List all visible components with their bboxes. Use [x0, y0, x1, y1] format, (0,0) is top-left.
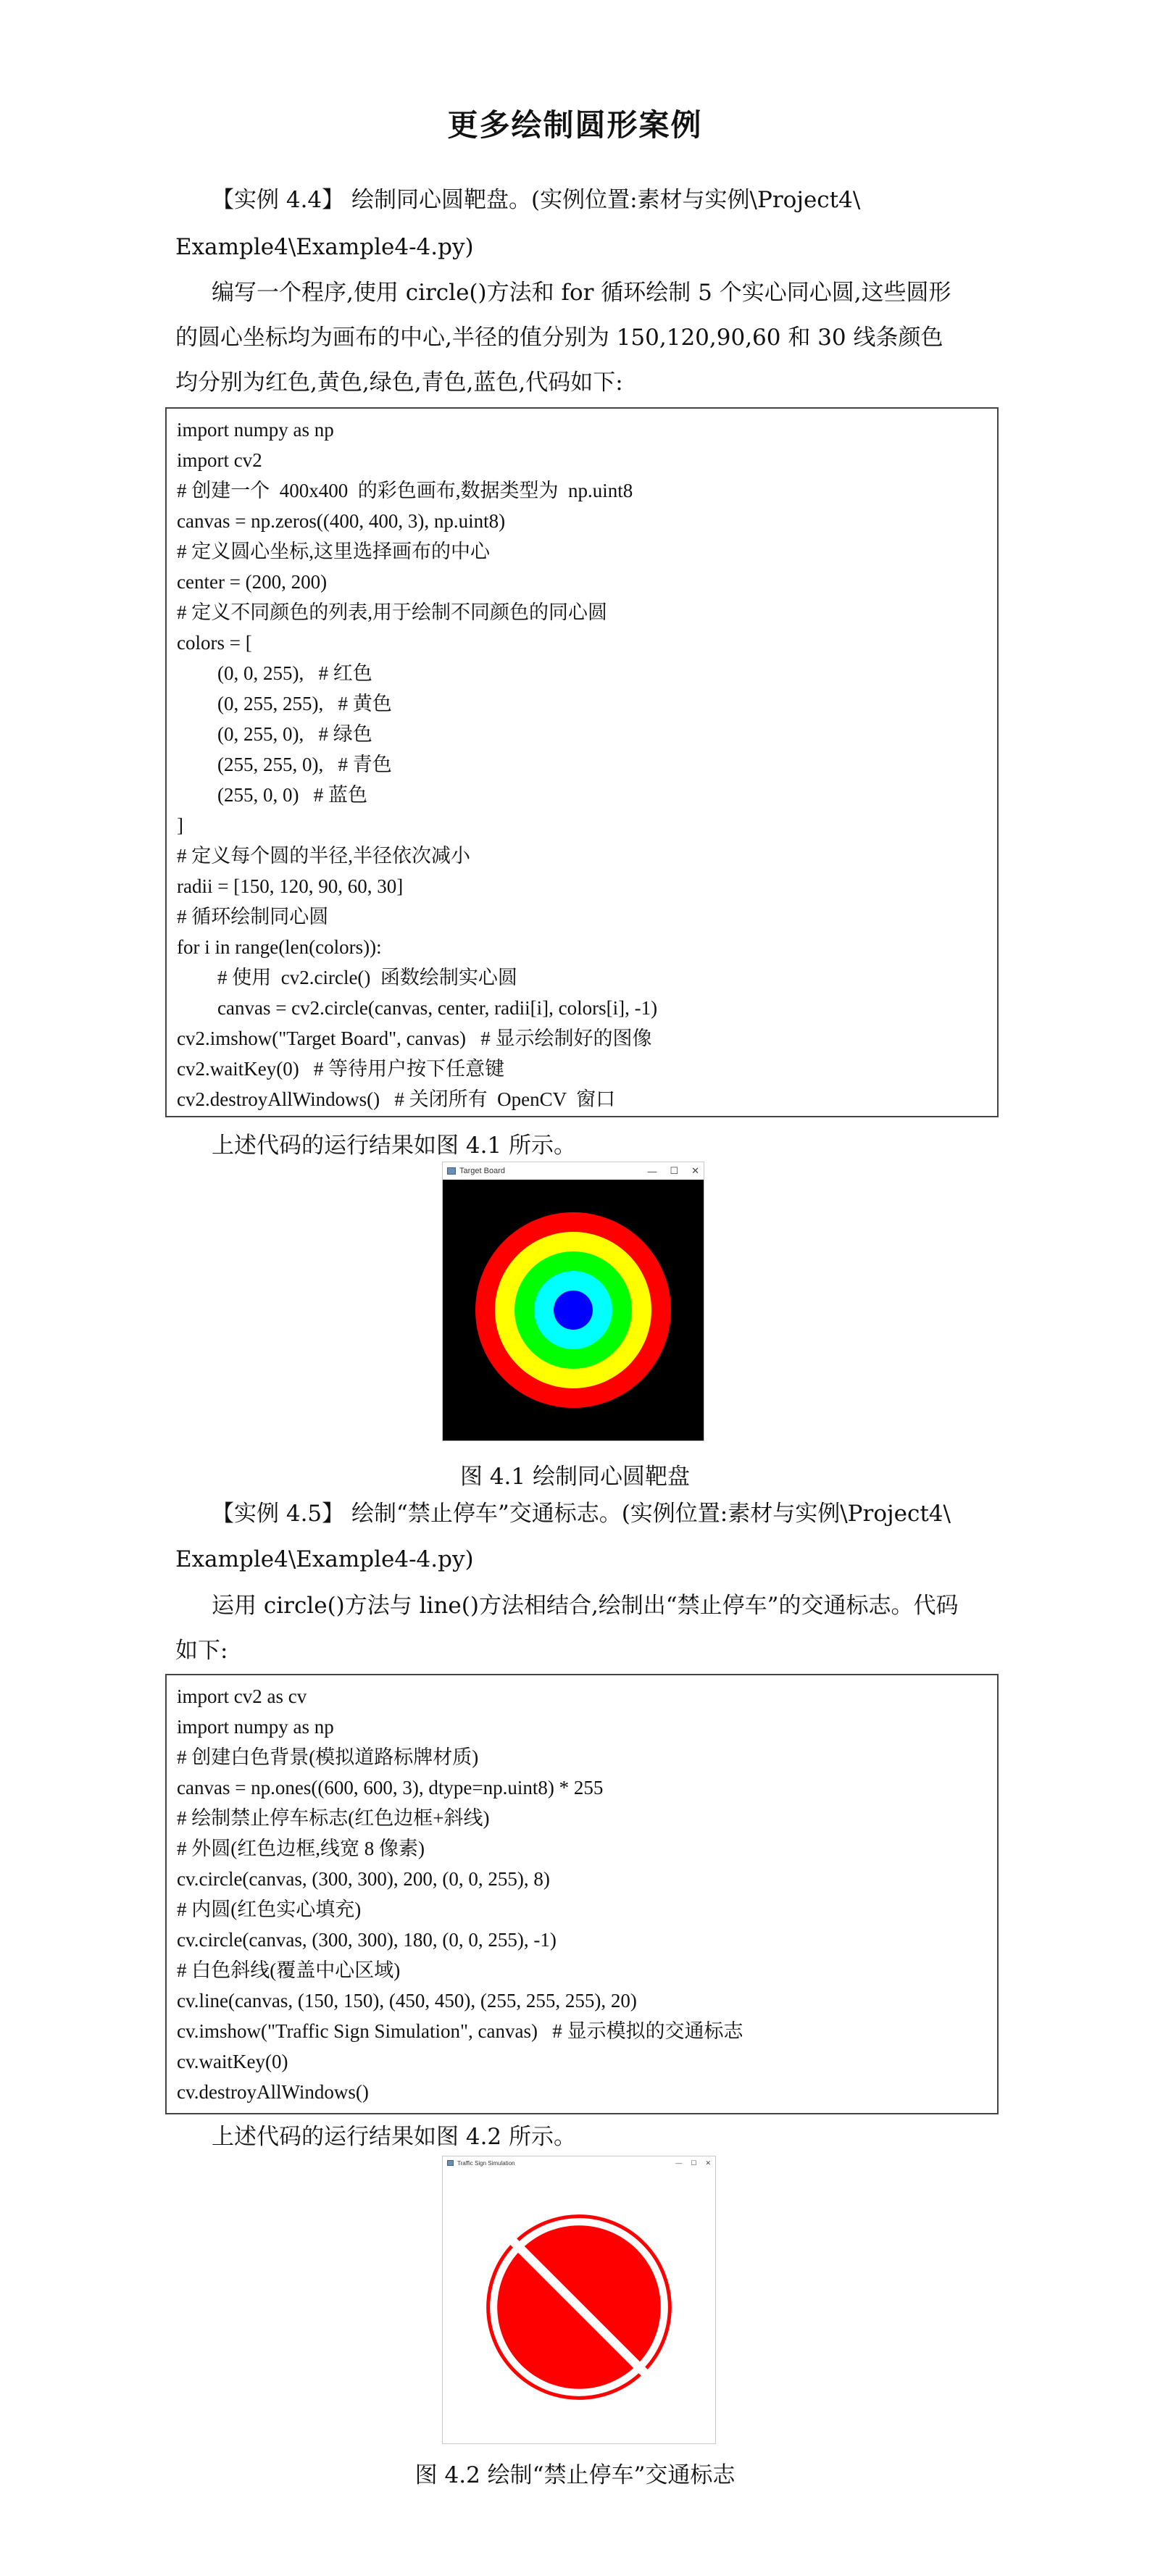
code-line: center = (200, 200)	[177, 571, 328, 593]
app-icon	[447, 2160, 454, 2166]
code-line: # 定义不同颜色的列表,用于绘制不同颜色的同心圆	[177, 601, 607, 623]
window-titlebar	[443, 1162, 704, 1180]
code-line: import numpy as np	[177, 1716, 334, 1738]
maximize-icon[interactable]: ☐	[670, 1165, 679, 1176]
example-4-5-heading-2: Example4\Example4-4.py)	[175, 1546, 474, 1572]
code-line: for i in range(len(colors)):	[177, 936, 382, 958]
app-icon	[447, 1167, 456, 1175]
code-line: cv2.imshow("Target Board", canvas) # 显示绘制好的图像	[177, 1028, 652, 1049]
code-line: # 创建一个 400x400 的彩色画布,数据类型为 np.uint8	[177, 480, 633, 501]
window-titlebar	[443, 2156, 715, 2169]
page-title: 更多绘制圆形案例	[447, 107, 703, 143]
close-icon[interactable]: ✕	[691, 1165, 699, 1176]
blue-ring	[554, 1291, 593, 1330]
minimize-icon[interactable]: —	[675, 2159, 683, 2167]
window-title: Target Board	[459, 1167, 505, 1175]
traffic-sign-canvas	[443, 2171, 715, 2443]
example-4-5-heading-1: 【实例 4.5】 绘制“禁止停车”交通标志。(实例位置:素材与实例\Project4\	[212, 1501, 951, 1527]
example-4-4-heading-1: 【实例 4.4】 绘制同心圆靶盘。(实例位置:素材与实例\Project4\	[212, 187, 861, 213]
code-line: (0, 0, 255), # 红色	[217, 662, 372, 684]
code-line: cv.circle(canvas, (300, 300), 180, (0, 0, 255), -1)	[177, 1929, 557, 1951]
code-line: # 内圆(红色实心填充)	[177, 1898, 362, 1920]
window-title: Traffic Sign Simulation	[457, 2159, 515, 2167]
example-4-4-desc-3: 均分别为红色,黄色,绿色,青色,蓝色,代码如下:	[175, 370, 623, 396]
example-4-4-result-text: 上述代码的运行结果如图 4.1 所示。	[212, 1133, 577, 1159]
example-4-5-desc-1: 运用 circle()方法与 line()方法相结合,绘制出“禁止停车”的交通标志。代码	[212, 1593, 959, 1619]
code-line: # 循环绘制同心圆	[177, 906, 329, 928]
code-line: # 绘制禁止停车标志(红色边框+斜线)	[177, 1807, 490, 1829]
code-line: cv2.destroyAllWindows() # 关闭所有 OpenCV 窗口	[177, 1088, 616, 1110]
target-board-window	[442, 1162, 704, 1441]
code-line: radii = [150, 120, 90, 60, 30]	[177, 875, 404, 897]
example-4-5-result-text: 上述代码的运行结果如图 4.2 所示。	[212, 2124, 577, 2150]
code-line: (255, 255, 0), # 青色	[217, 754, 392, 775]
example-4-5-desc-2: 如下:	[175, 1638, 228, 1664]
code-line: cv.waitKey(0)	[177, 2051, 288, 2072]
code-line: # 创建白色背景(模拟道路标牌材质)	[177, 1746, 479, 1768]
traffic-sign-window	[442, 2156, 716, 2444]
code-line: canvas = cv2.circle(canvas, center, radii[i], colors[i], -1)	[217, 997, 658, 1019]
code-line: # 外圆(红色边框,线宽 8 像素)	[177, 1838, 425, 1859]
code-line: colors = [	[177, 632, 252, 654]
code-line: cv.line(canvas, (150, 150), (450, 450), (255, 255, 255), 20)	[177, 1990, 637, 2012]
example-4-4-heading-2: Example4\Example4-4.py)	[175, 234, 474, 260]
code-line: ]	[177, 814, 183, 836]
code-line: import cv2	[177, 449, 262, 471]
code-line: canvas = np.ones((600, 600, 3), dtype=np.uint8) * 255	[177, 1777, 604, 1798]
code-line: (255, 0, 0) # 蓝色	[217, 784, 367, 806]
figure-4-1-caption: 图 4.1 绘制同心圆靶盘	[459, 1464, 690, 1490]
target-board-canvas	[443, 1180, 704, 1441]
minimize-icon[interactable]: —	[647, 1165, 657, 1177]
code-line: (0, 255, 255), # 黄色	[217, 693, 392, 714]
code-line: cv.imshow("Traffic Sign Simulation", canvas) # 显示模拟的交通标志	[177, 2020, 743, 2042]
code-line: canvas = np.zeros((400, 400, 3), np.uint8)	[177, 510, 506, 532]
code-block-4-4	[165, 407, 999, 1117]
code-line: cv.circle(canvas, (300, 300), 200, (0, 0, 255), 8)	[177, 1868, 550, 1890]
code-line: import cv2 as cv	[177, 1685, 307, 1707]
code-line: # 白色斜线(覆盖中心区域)	[177, 1959, 401, 1981]
example-4-4-desc-1: 编写一个程序,使用 circle()方法和 for 循环绘制 5 个实心同心圆,这些圆形	[212, 280, 951, 306]
code-line: cv.destroyAllWindows()	[177, 2081, 369, 2103]
code-line: import numpy as np	[177, 419, 334, 441]
close-icon[interactable]: ✕	[705, 2159, 711, 2167]
code-block-4-5	[165, 1674, 999, 2114]
maximize-icon[interactable]: ☐	[691, 2159, 697, 2167]
example-4-4-desc-2: 的圆心坐标均为画布的中心,半径的值分别为 150,120,90,60 和 30 线条颜色	[175, 325, 943, 351]
code-line: cv2.waitKey(0) # 等待用户按下任意键	[177, 1058, 505, 1080]
code-line: # 定义圆心坐标,这里选择画布的中心	[177, 541, 490, 562]
code-line: # 使用 cv2.circle() 函数绘制实心圆	[217, 967, 517, 988]
code-line: # 定义每个圆的半径,半径依次减小	[177, 845, 470, 867]
figure-4-2-caption: 图 4.2 绘制“禁止停车”交通标志	[414, 2462, 736, 2488]
code-line: (0, 255, 0), # 绿色	[217, 723, 372, 745]
